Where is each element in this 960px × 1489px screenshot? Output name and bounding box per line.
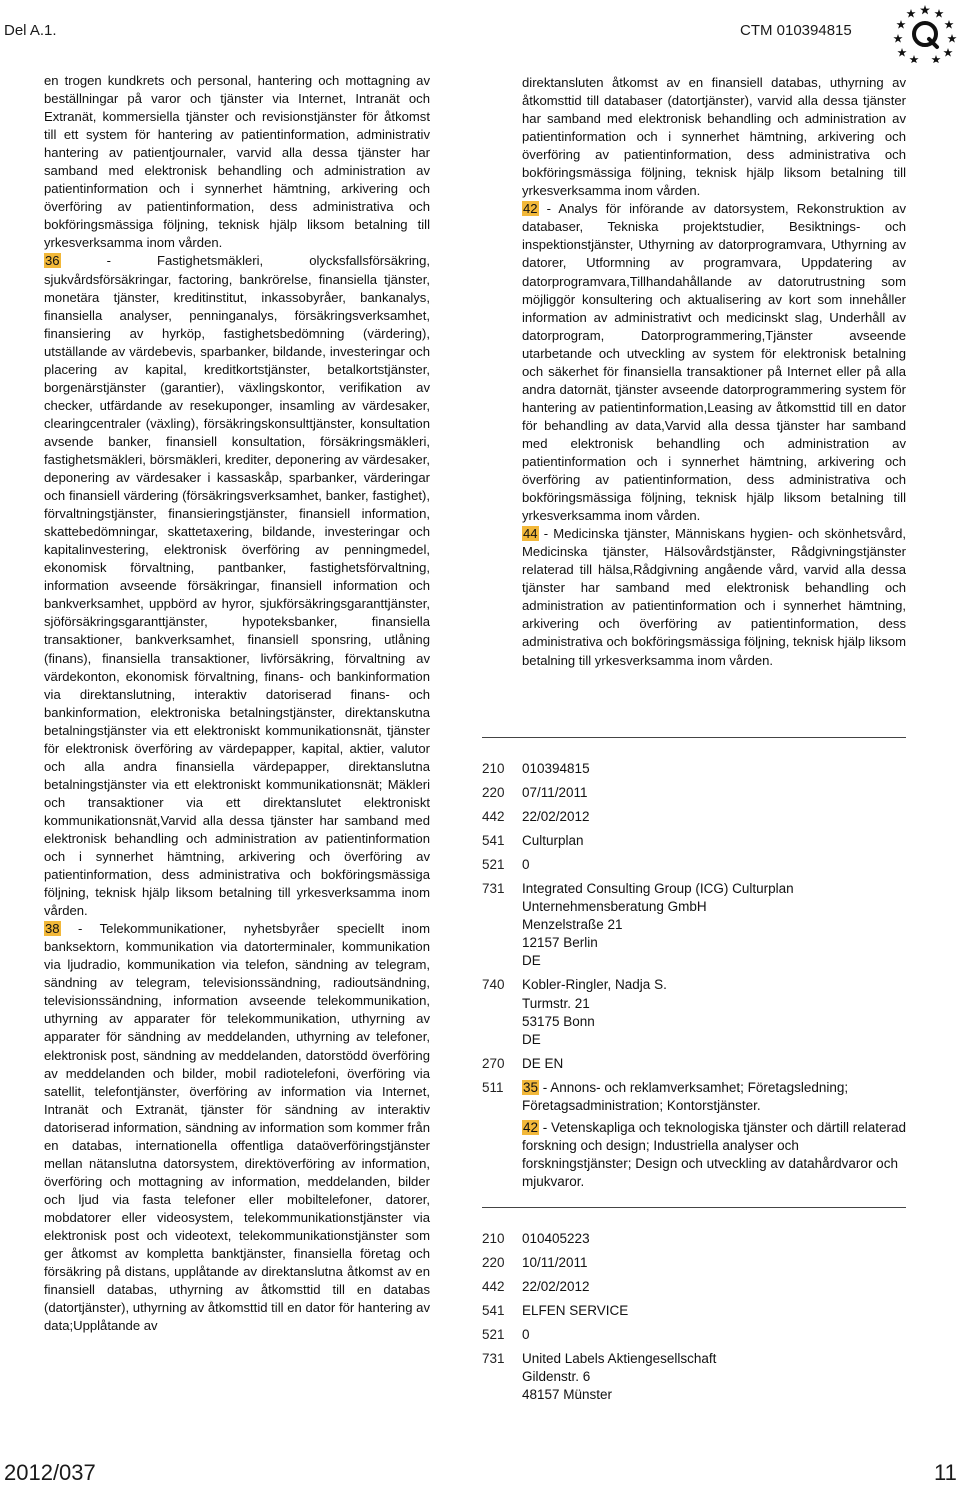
applicant-line: DE (522, 953, 541, 969)
inid-code: 220 (482, 785, 505, 801)
mark-text: Culturplan (522, 833, 584, 849)
section-label: Del A.1. (4, 22, 57, 39)
class-42-badge: 42 (523, 201, 538, 217)
record-010394815 (482, 760, 906, 1191)
class-36-badge: 36 (45, 253, 60, 269)
right-column (522, 74, 906, 670)
mark-type: 0 (522, 1327, 530, 1343)
class-42-badge: 42 (523, 1119, 539, 1135)
ctm-number: CTM 010394815 (740, 22, 852, 39)
applicant-line: Gildenstr. 6 (522, 1369, 591, 1385)
class-44-paragraph (522, 525, 906, 669)
record-divider (482, 1207, 906, 1208)
inid-code: 731 (482, 1351, 505, 1367)
applicant-line: 48157 Münster (522, 1387, 613, 1403)
class-36-paragraph (44, 252, 430, 920)
class-36-text: - Fastighetsmäkleri, olycksfallsförsäkring, sjukvårdsförsäkringar, factoring, bankrörelse, finansiella tjänster, monetära tjänster, kreditinstitut, inkassobyråer, bankanalys, finansiella analyser, penninganalys, försäkringsverksamhet, finansiering av hyrköp, fastighetsbedömning (värdering), utställande av värdebevis, sparbanker, bildande, investeringar och placering av kapital, kreditkortstjänster, betalkortstjänster, borgenärstjänster (garantier), växlingskontor, verifikation av checker, utfärdande av resekuponger, insamling av värdesaker, clearingcentraler (växling), försäkringskonsulttjänster, konsultation avsende banker, finansiell konsultation, försäkringsmäkleri, fastighetsmäkleri, börsmäkleri, krediter, deponering av värdesaker, deponering av värdesaker i kassaskåp, sparbanker, värderingar och finansiell värdering (försäkringsverksamhet, banker, fastighet), förvaltningstjänster, finansieringstjänster, finansiell information, skattebedömningar, skattetaxering, bildande, investeringar och kapitalinvestering, elektronisk överföring av penningmedel, ekonomisk förvaltning, pantbanker, fastighetsförvaltning, information avseende försäkringar, finansiell information och bankverksamhet, uppbörd av hyror, sjukförsäkringsgaranttjänster, sjöförsäkringsgaranttjänster, hypoteksbanker, finansiella transaktioner, bankverksamhet, finansiell sponsring, utlåning (finans), finansiella transaktioner, livförsäkring, förvaltning av värdekonton, ekonomisk förvaltning, finans- och bankinformation via direktanslutning, interaktiv datoriserad finans- och bankinformation, elektroniska betalningstjänster, direktanskutna betalningstjänster via ett elektroniskt kommunikationsnät, tjänster för elektronisk överföring av värdepapper, kapital, aktier, valutor och alla andra finansiella värdepapper, direktanslutna betalningstjänster via ett elektroniskt kommunikationsnät; Mäkleri och transaktioner via ett direktanslutet elektroniskt kommunikationsnät,Varvid alla dessa tjänster har samband med elektronisk behandling och administration av patientinformation och i synnerhet hämtning, arkivering och överföring av patientinformation, dess administrativa och bokföringsmässiga följning, teknisk hjälp liksom betalning till yrkesverksamma inom vården. (44, 253, 430, 919)
issue-number: 2012/037 (4, 1460, 96, 1485)
class-44-badge: 44 (523, 526, 538, 542)
inid-code: 731 (482, 881, 505, 897)
representative-line: Kobler-Ringler, Nadja S. (522, 977, 667, 993)
record-divider (482, 737, 906, 738)
applicant-line: Integrated Consulting Group (ICG) Culturplan (522, 881, 794, 897)
inid-code: 220 (482, 1255, 505, 1271)
filing-date: 10/11/2011 (522, 1255, 588, 1271)
applicant-line: Unternehmensberatung GmbH (522, 899, 707, 915)
goods-services (522, 1079, 906, 1191)
applicant-line: 12157 Berlin (522, 935, 598, 951)
class-35-entry (522, 1079, 906, 1115)
inid-code: 442 (482, 1279, 505, 1295)
languages: DE EN (522, 1055, 564, 1071)
eu-stars-q-logo-icon (892, 3, 958, 63)
inid-code: 541 (482, 833, 505, 849)
representative-line: Turmstr. 21 (522, 995, 590, 1011)
class-42-paragraph (522, 200, 906, 525)
applicant-line: United Labels Aktiengesellschaft (522, 1351, 717, 1367)
inid-code: 521 (482, 1327, 505, 1343)
class-38-text: - Telekommunikationer, nyhetsbyråer speciellt inom banksektorn, kommunikation via datorterminaler, kommunikation via ljudradio, kommunikation via telefon, sändning av telegram, sändning av telegram, televisionssändning, radioutsändning, televisionssändning, information avseende telekommunikation, uthyrning av apparater för telekommunikation, uthyrning av apparater för sändning av meddelanden, uthyrning av telefoner, elektronisk post, sändning av meddelanden, datorstödd överföring av meddelanden och bilder, mobil radiotelefoni, överföring via satellit, telefontjänster, överföring av information via Internet, Intranät och Extranät, tjänster för sändning av interaktiv datoriserad information, sändning av information som kommer från en databas, internationella offentliga dataöverföringstjänster mellan nätanslutna datorsystem, direktöverföring av information, överföring och mottagning av information, meddelanden, bilder och ljud via fasta telefoner eller mobiltelefoner, datorer, mobdatorer eller videosystem, telekommunikationstjänster via elektronisk post och videotext, telekommunikationstjänster som ger åtkomst av kompletta banktjänster, finansiella företag och försäkring på distans, upplåtande av direktanslutna åtkomst av en finansiell databas, uthyrning av åtkomsttid till en databas (datortjänster), uthyrning av åtkomsttid till en dator för hantering av data;Upplåtande av (44, 921, 430, 1334)
applicant (522, 880, 906, 970)
representative (522, 976, 906, 1048)
inid-code: 511 (482, 1079, 504, 1095)
inid-code: 442 (482, 809, 505, 825)
class-35-text: - Annons- och reklamverksamhet; Företagsledning; Företagsadministration; Kontorstjänster. (522, 1079, 849, 1113)
class-38-badge: 38 (45, 921, 60, 937)
record-010405223 (482, 1230, 906, 1404)
class-42-text: - Vetenskapliga och teknologiska tjänster och därtill relaterad forskning och design; Industriella analyser och forskningstjänster; Design och utveckling av datahårdvaror och mjukvaror. (522, 1119, 906, 1189)
class-44-text: - Medicinska tjänster, Människans hygien- och skönhetsvård, Medicinska tjänster, Hälsovårdstjänster, Rådgivningstjänster relaterad till hälsa,Rådgivning angående vård, varvid alla dessa tjänster har samband med elektronisk behandling och administration av patientinformation och i synnerhet hämtning, arkivering och överföring av patientinformation, dess administrativa och bokföringsmässiga följning, teknisk hjälp liksom betalning till yrkesverksamma inom vården. (522, 526, 906, 668)
inid-code: 541 (482, 1303, 505, 1319)
filing-number: 010405223 (522, 1231, 590, 1246)
representative-line: 53175 Bonn (522, 1013, 595, 1029)
filing-date: 07/11/2011 (522, 785, 588, 801)
inid-code: 740 (482, 977, 505, 993)
applicant (522, 1350, 906, 1404)
mark-type: 0 (522, 857, 530, 873)
class-42-text: - Analys för införande av datorsystem, Rekonstruktion av databaser, Tekniska projektstudier, Besiktnings- och inspektionstjänster, Uthyrning av datorprogramvara, Uthyrning av datorer, Utformning av programvara, Uppdatering av datorprogramvara,Tillhandahållande av datorutrustning som möjliggör konsultering och aktualisering av kort som innehåller information av administrativt och medicinskt slag, Underhåll av datorprogram, Datorprogrammering,Tjänster avseende utarbetande och utveckling av system för elektronisk betalning och säkerhet för finansiella transaktioner på Internet eller på alla andra datornät, tjänster avseende datorprogrammering system för hantering av patientinformation,Leasing av åtkomsttid till en dator för behandling av data,Varvid alla dessa tjänster har samband med elektronisk behandling och administration av patientinformation och i synnerhet hämtning, arkivering och överföring av patientinformation, dess administrativa och bokföringsmässiga följning, teknisk hjälp liksom betalning till yrkesverksamma inom vården. (522, 201, 906, 524)
left-intro-paragraph: en trogen kundkrets och personal, hantering och mottagning av beställningar på varor och tjänster via Internet, Intranät och Extranät, kommersiella tjänster och revisionstjänster för åtkomst till ett system för hantering av patientinformation, administrativ hantering av patientjournaler, varvid alla dessa tjänster har samband med elektronisk behandling och administration av patientinformation och i synnerhet hämtning, arkivering och överföring av patientinformation, dess administrativa och bokföringsmässiga följning, teknisk hjälp liksom betalning till yrkesverksamma inom vården. (44, 73, 430, 251)
class-42-entry (522, 1119, 906, 1191)
inid-code: 270 (482, 1055, 505, 1071)
representative-line: DE (522, 1031, 541, 1047)
publication-date: 22/02/2012 (522, 809, 590, 825)
publication-date: 22/02/2012 (522, 1279, 590, 1295)
applicant-line: Menzelstraße 21 (522, 917, 623, 933)
class-38-paragraph (44, 920, 430, 1335)
inid-code: 521 (482, 857, 505, 873)
left-column (44, 72, 430, 1335)
filing-number: 010394815 (522, 761, 590, 776)
class-35-badge: 35 (523, 1079, 539, 1095)
page-number: 11 (934, 1460, 957, 1485)
right-continuation-paragraph: direktansluten åtkomst av en finansiell databas, uthyrning av åtkomsttid till databaser (datortjänster), varvid alla dessa tjänster har samband med elektronisk behandling och administration av patientinformation och i synnerhet hämtning, arkivering och överföring av patientinformation, dess administrativa och bokföringsmässiga följning, teknisk hjälp liksom betalning till yrkesverksamma inom vården. (522, 75, 906, 199)
mark-text: ELFEN SERVICE (522, 1303, 629, 1319)
inid-code: 210 (482, 761, 505, 776)
inid-code: 210 (482, 1231, 505, 1246)
